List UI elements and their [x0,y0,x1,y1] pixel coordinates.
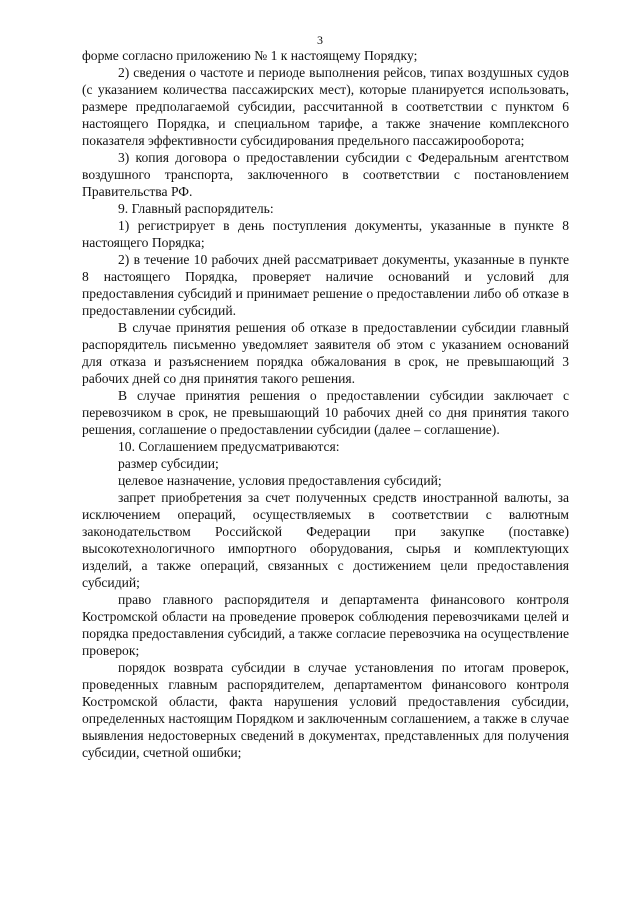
paragraph: порядок возврата субсидии в случае установления по итогам проверок, проведенных главным распорядителем, департаментом финансового контроля Костромской области, факта нарушения условий предоставления субсидии, определенных настоящим Порядком и заключенным соглашением, а также в случае выявления недостоверных сведений в документах, представленных для получения субсидии, счетной ошибки; [82,660,569,760]
paragraph: В случае принятия решения об отказе в предоставлении субсидии главный распорядитель письменно уведомляет заявителя об этом с указанием оснований для отказа и разъяснением порядка обжалования в срок, не превышающий 3 рабочих дней со дня принятия такого решения. [82,320,569,386]
paragraph: 1) регистрирует в день поступления документы, указанные в пункте 8 настоящего Порядка; [82,218,569,250]
paragraph: размер субсидии; [118,456,219,471]
paragraph: 10. Соглашением предусматриваются: [118,439,340,454]
page-number: 3 [317,33,323,47]
paragraph: В случае принятия решения о предоставлении субсидии заключает с перевозчиком в срок, не превышающий 10 рабочих дней со дня принятия такого решения, соглашение о предоставлении субсидии (далее – соглашение). [82,388,569,437]
document-body [82,47,569,761]
paragraph: 2) в течение 10 рабочих дней рассматривает документы, указанные в пункте 8 настоящего Порядка, проверяет наличие оснований и условий для предоставления субсидий и принимает решение о предоставлении либо об отказе в предоставлении субсидий. [82,252,569,318]
paragraph: право главного распорядителя и департамента финансового контроля Костромской области на проведение проверок соблюдения перевозчиками целей и порядка предоставления субсидий, а также согласие перевозчика на осуществление проверок; [82,592,569,658]
paragraph: форме согласно приложению № 1 к настоящему Порядку; [82,48,418,63]
paragraph: запрет приобретения за счет полученных средств иностранной валюты, за исключением операций, осуществляемых в соответствии с валютным законодательством Российской Федерации при закупке (поставке) высокотехнологичного импортного оборудования, сырья и комплектующих изделий, а также операций, связанных с достижением цели предоставления субсидий; [82,490,569,590]
paragraph: 2) сведения о частоте и периоде выполнения рейсов, типах воздушных судов (с указанием количества пассажирских мест), которые планируется использовать, размере предполагаемой субсидии, рассчитанной в соответствии с пунктом 6 настоящего Порядка, и специальном тарифе, а также значение комплексного показателя эффективности субсидирования предельного пассажирооборота; [82,65,569,148]
paragraph: целевое назначение, условия предоставления субсидий; [118,473,442,488]
paragraph: 9. Главный распорядитель: [118,201,274,216]
paragraph: 3) копия договора о предоставлении субсидии с Федеральным агентством воздушного транспорта, заключенного в соответствии с постановлением Правительства РФ. [82,150,569,199]
